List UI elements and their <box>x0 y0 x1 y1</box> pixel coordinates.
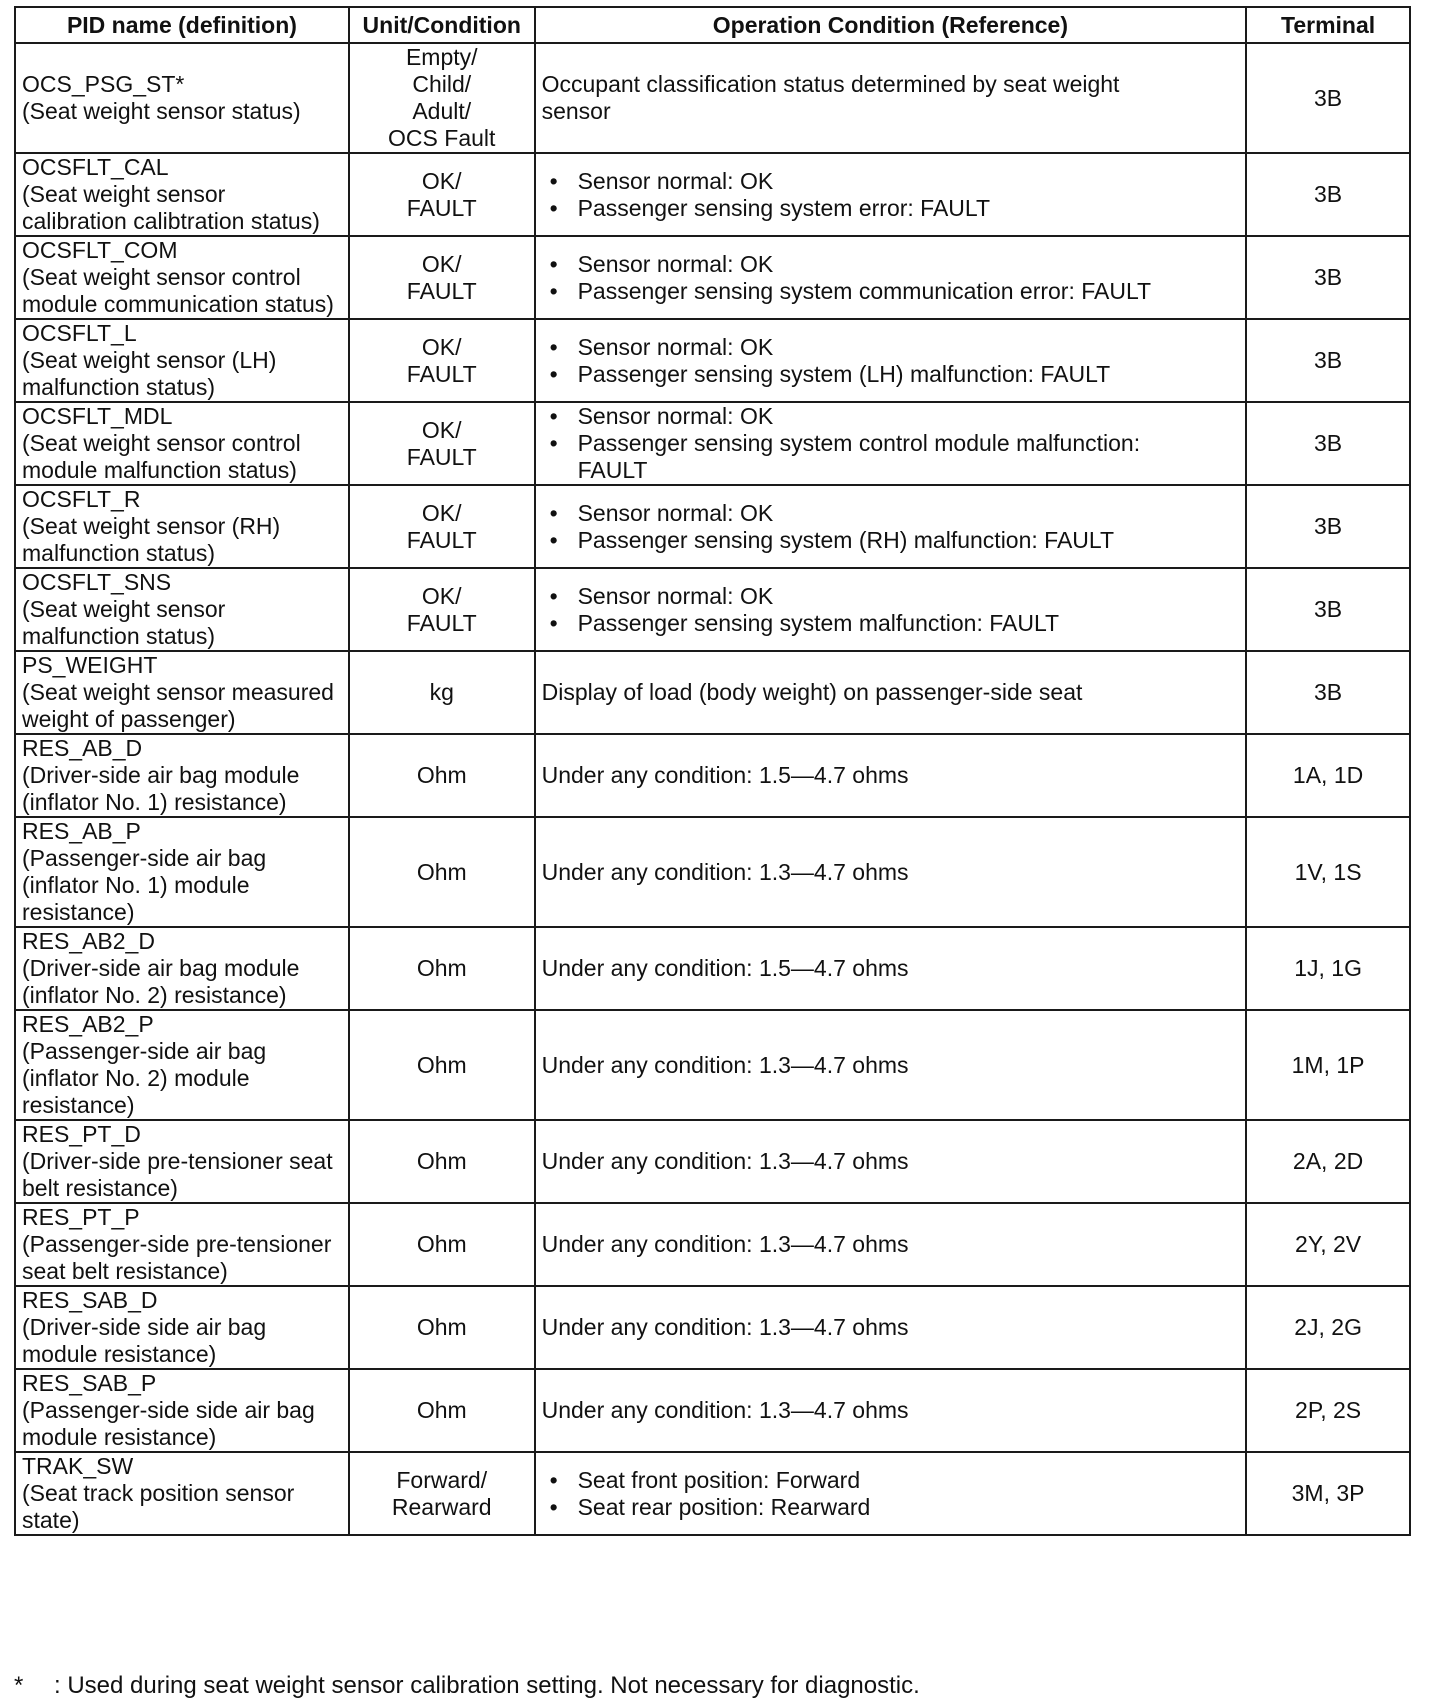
operation-text: Under any condition: 1.3—4.7 ohms <box>541 1148 909 1174</box>
header-unit-condition: Unit/Condition <box>349 7 535 43</box>
pid-definition: module communication status) <box>22 291 334 317</box>
bullet-text: Passenger sensing system communication error: FAULT <box>577 277 1152 304</box>
footnote <box>14 1672 920 1700</box>
unit-cell <box>349 817 535 927</box>
pid-definition: calibration calibtration status) <box>22 208 320 234</box>
pid-cell <box>15 402 349 485</box>
operation-cell <box>535 734 1247 817</box>
pid-definition: seat belt resistance) <box>22 1258 228 1284</box>
pid-cell <box>15 651 349 734</box>
unit-cell <box>349 1203 535 1286</box>
unit-value: FAULT <box>406 609 477 636</box>
operation-cell <box>535 1120 1247 1203</box>
bullet-dot-icon: • <box>549 1466 558 1493</box>
operation-cell <box>535 1203 1247 1286</box>
bullet-list <box>542 1467 1240 1521</box>
operation-cell <box>535 1369 1247 1452</box>
pid-definition: (Seat weight sensor control <box>22 264 301 290</box>
unit-value: Ohm <box>416 1148 467 1174</box>
bullet-item <box>549 277 1240 305</box>
pid-definition: (Passenger-side side air bag <box>22 1397 315 1423</box>
terminal-cell: 2P, 2S <box>1246 1369 1410 1452</box>
terminal-cell: 2J, 2G <box>1246 1286 1410 1369</box>
unit-value: FAULT <box>406 277 477 304</box>
bullet-text: Sensor normal: OK <box>577 250 774 277</box>
table-row <box>15 651 1410 734</box>
table-row <box>15 236 1410 319</box>
pid-name: RES_SAB_D <box>22 1287 158 1313</box>
operation-cell <box>535 43 1247 153</box>
bullet-text: Sensor normal: OK <box>577 333 774 360</box>
unit-value: Ohm <box>416 1314 467 1340</box>
bullet-list <box>542 583 1240 637</box>
unit-cell <box>349 651 535 734</box>
bullet-dot-icon: • <box>549 333 558 360</box>
bullet-dot-icon: • <box>549 194 558 221</box>
bullet-text: Seat front position: Forward <box>577 1466 861 1493</box>
pid-definition: (Seat weight sensor control <box>22 430 301 456</box>
bullet-dot-icon: • <box>549 609 558 636</box>
unit-value: OK/ <box>421 582 462 609</box>
bullet-text: Passenger sensing system (RH) malfunction: FAULT <box>577 526 1115 553</box>
pid-definition: (Seat weight sensor (LH) <box>22 347 277 373</box>
pid-definition: state) <box>22 1507 80 1533</box>
bullet-text: Passenger sensing system error: FAULT <box>577 194 991 221</box>
pid-name: RES_AB2_P <box>22 1011 154 1037</box>
pid-cell <box>15 1286 349 1369</box>
footnote-marker: * <box>14 1672 24 1699</box>
terminal-cell: 3B <box>1246 236 1410 319</box>
table-row <box>15 1203 1410 1286</box>
unit-value: Adult/ <box>412 98 472 124</box>
pid-name: OCSFLT_MDL <box>22 403 173 429</box>
pid-cell <box>15 817 349 927</box>
unit-value: OK/ <box>421 333 462 360</box>
pid-definition: (Driver-side side air bag <box>22 1314 267 1340</box>
table-row <box>15 1120 1410 1203</box>
unit-cell <box>349 1286 535 1369</box>
unit-value: Ohm <box>416 1051 467 1078</box>
operation-text: Occupant classification status determined by seat weight <box>541 71 1120 97</box>
unit-value: OK/ <box>421 250 462 277</box>
table-row <box>15 1286 1410 1369</box>
pid-name: OCS_PSG_ST* <box>22 71 185 97</box>
pid-name: RES_AB_P <box>22 818 141 844</box>
unit-value: Child/ <box>412 71 472 97</box>
pid-definition: (Passenger-side pre-tensioner <box>22 1231 332 1257</box>
header-terminal: Terminal <box>1246 7 1410 43</box>
bullet-list <box>542 500 1240 554</box>
unit-cell <box>349 568 535 651</box>
pid-definition: (inflator No. 1) module <box>22 872 250 898</box>
pid-definition: module resistance) <box>22 1341 217 1367</box>
bullet-text: Passenger sensing system control module malfunction: <box>577 430 1141 456</box>
pid-name: OCSFLT_L <box>22 320 137 346</box>
terminal-cell: 2Y, 2V <box>1246 1203 1410 1286</box>
pid-definition: malfunction status) <box>22 374 216 400</box>
bullet-list <box>542 251 1240 305</box>
operation-cell <box>535 817 1247 927</box>
unit-value: Empty/ <box>405 44 478 70</box>
bullet-item <box>549 194 1240 222</box>
bullet-dot-icon: • <box>549 167 558 194</box>
operation-text: Under any condition: 1.3—4.7 ohms <box>541 858 909 885</box>
bullet-item <box>549 526 1240 554</box>
pid-definition: (inflator No. 2) module <box>22 1065 250 1091</box>
unit-value: Forward/ <box>396 1466 488 1493</box>
bullet-dot-icon: • <box>549 403 558 429</box>
pid-cell <box>15 1369 349 1452</box>
operation-cell <box>535 319 1247 402</box>
pid-definition: belt resistance) <box>22 1175 178 1201</box>
table-row <box>15 43 1410 153</box>
unit-value: Ohm <box>416 762 467 788</box>
bullet-item <box>549 360 1240 388</box>
operation-cell <box>535 485 1247 568</box>
unit-value: FAULT <box>406 194 477 221</box>
bullet-item <box>549 250 1240 278</box>
bullet-item <box>549 609 1240 637</box>
operation-cell <box>535 1286 1247 1369</box>
unit-cell <box>349 734 535 817</box>
operation-cell <box>535 568 1247 651</box>
unit-value: FAULT <box>406 360 477 387</box>
pid-definition: (Driver-side pre-tensioner seat <box>22 1148 333 1174</box>
operation-cell <box>535 651 1247 734</box>
pid-cell <box>15 734 349 817</box>
unit-cell <box>349 1010 535 1120</box>
pid-cell <box>15 319 349 402</box>
bullet-dot-icon: • <box>549 526 558 553</box>
operation-text: Under any condition: 1.3—4.7 ohms <box>541 1314 909 1340</box>
pid-name: RES_AB_D <box>22 735 143 761</box>
unit-value: Rearward <box>391 1493 492 1520</box>
unit-value: FAULT <box>406 526 477 553</box>
bullet-text: Passenger sensing system (LH) malfunction: FAULT <box>577 360 1111 387</box>
pid-definition: (Seat weight sensor measured <box>22 679 334 705</box>
table-row <box>15 1452 1410 1535</box>
unit-cell <box>349 236 535 319</box>
bullet-dot-icon: • <box>549 499 558 526</box>
pid-name: RES_PT_D <box>22 1121 141 1147</box>
terminal-cell: 3B <box>1246 402 1410 485</box>
operation-text: Under any condition: 1.5—4.7 ohms <box>541 955 909 981</box>
bullet-text: Seat rear position: Rearward <box>577 1493 871 1520</box>
bullet-dot-icon: • <box>549 277 558 304</box>
table-row <box>15 485 1410 568</box>
pid-name: OCSFLT_R <box>22 486 141 512</box>
pid-definition: resistance) <box>22 899 135 925</box>
header-operation-condition: Operation Condition (Reference) <box>535 7 1247 43</box>
terminal-cell: 1J, 1G <box>1246 927 1410 1010</box>
bullet-item <box>549 167 1240 195</box>
pid-definition: (Passenger-side air bag <box>22 845 267 871</box>
table-header-row <box>15 7 1410 43</box>
unit-cell <box>349 927 535 1010</box>
unit-value: Ohm <box>416 955 467 981</box>
bullet-text: Sensor normal: OK <box>577 403 774 429</box>
unit-cell <box>349 153 535 236</box>
pid-cell <box>15 236 349 319</box>
pid-table <box>14 6 1411 1536</box>
operation-cell <box>535 153 1247 236</box>
unit-cell <box>349 1452 535 1535</box>
terminal-cell: 1V, 1S <box>1246 817 1410 927</box>
pid-definition: (Passenger-side air bag <box>22 1038 267 1064</box>
pid-definition: (Seat weight sensor <box>22 181 226 207</box>
table-row <box>15 817 1410 927</box>
header-pid-name: PID name (definition) <box>15 7 349 43</box>
table-row <box>15 319 1410 402</box>
unit-cell <box>349 43 535 153</box>
bullet-item <box>549 1466 1240 1494</box>
bullet-dot-icon: • <box>549 360 558 387</box>
unit-cell <box>349 319 535 402</box>
bullet-dot-icon: • <box>549 582 558 609</box>
operation-text: Under any condition: 1.3—4.7 ohms <box>541 1051 909 1078</box>
pid-definition: malfunction status) <box>22 623 216 649</box>
pid-cell <box>15 568 349 651</box>
terminal-cell: 3B <box>1246 43 1410 153</box>
pid-name: OCSFLT_SNS <box>22 569 172 595</box>
unit-value: OCS Fault <box>388 125 496 151</box>
operation-cell <box>535 236 1247 319</box>
pid-name: OCSFLT_COM <box>22 237 178 263</box>
bullet-item <box>549 403 1240 430</box>
pid-definition: (Seat weight sensor <box>22 596 226 622</box>
table-row <box>15 734 1410 817</box>
terminal-cell: 1A, 1D <box>1246 734 1410 817</box>
pid-cell <box>15 1010 349 1120</box>
operation-text: Display of load (body weight) on passenger-side seat <box>541 679 1083 705</box>
bullet-list <box>542 168 1240 222</box>
pid-definition: malfunction status) <box>22 540 216 566</box>
operation-cell <box>535 1010 1247 1120</box>
terminal-cell: 2A, 2D <box>1246 1120 1410 1203</box>
pid-definition: (Seat track position sensor <box>22 1480 295 1506</box>
pid-cell <box>15 153 349 236</box>
pid-name: TRAK_SW <box>22 1453 134 1479</box>
terminal-cell: 3B <box>1246 568 1410 651</box>
operation-text: Under any condition: 1.5—4.7 ohms <box>541 762 909 788</box>
terminal-cell: 3B <box>1246 153 1410 236</box>
table-row <box>15 402 1410 485</box>
bullet-dot-icon: • <box>549 250 558 277</box>
pid-definition: (inflator No. 2) resistance) <box>22 982 287 1008</box>
unit-cell <box>349 485 535 568</box>
pid-name: RES_PT_P <box>22 1204 140 1230</box>
pid-name: RES_AB2_D <box>22 928 155 954</box>
pid-name: RES_SAB_P <box>22 1370 157 1396</box>
terminal-cell: 3B <box>1246 651 1410 734</box>
terminal-cell: 3B <box>1246 485 1410 568</box>
unit-value: Ohm <box>416 1231 467 1257</box>
operation-text: Under any condition: 1.3—4.7 ohms <box>541 1397 909 1423</box>
pid-cell <box>15 1452 349 1535</box>
unit-value: OK/ <box>421 167 462 194</box>
bullet-text: Sensor normal: OK <box>577 582 774 609</box>
unit-cell <box>349 1369 535 1452</box>
operation-cell <box>535 402 1247 485</box>
bullet-item <box>549 430 1240 484</box>
footnote-text: : Used during seat weight sensor calibration setting. Not necessary for diagnostic. <box>54 1672 920 1699</box>
pid-cell <box>15 1120 349 1203</box>
table-body <box>15 43 1410 1535</box>
unit-cell <box>349 402 535 485</box>
unit-value: kg <box>429 679 454 705</box>
pid-definition: module resistance) <box>22 1424 217 1450</box>
pid-name: OCSFLT_CAL <box>22 154 169 180</box>
operation-cell <box>535 1452 1247 1535</box>
terminal-cell: 3B <box>1246 319 1410 402</box>
terminal-cell: 3M, 3P <box>1246 1452 1410 1535</box>
bullet-item <box>549 582 1240 610</box>
bullet-text: Sensor normal: OK <box>577 499 774 526</box>
bullet-item <box>549 1493 1240 1521</box>
pid-definition: resistance) <box>22 1092 135 1118</box>
bullet-text: Sensor normal: OK <box>577 167 774 194</box>
table-row <box>15 1369 1410 1452</box>
bullet-dot-icon: • <box>549 430 558 456</box>
table-row <box>15 568 1410 651</box>
unit-value: Ohm <box>416 858 467 885</box>
operation-text: sensor <box>541 98 611 124</box>
unit-value: FAULT <box>406 443 477 470</box>
bullet-text: Passenger sensing system malfunction: FAULT <box>577 609 1060 636</box>
unit-value: OK/ <box>421 499 462 526</box>
pid-definition: module malfunction status) <box>22 457 297 483</box>
bullet-item <box>549 499 1240 527</box>
operation-cell <box>535 927 1247 1010</box>
pid-definition: (Seat weight sensor (RH) <box>22 513 281 539</box>
pid-definition: (Driver-side air bag module <box>22 955 300 981</box>
bullet-list <box>542 334 1240 388</box>
table-row <box>15 927 1410 1010</box>
pid-cell <box>15 43 349 153</box>
bullet-item <box>549 333 1240 361</box>
unit-value: Ohm <box>416 1397 467 1423</box>
pid-definition: (Driver-side air bag module <box>22 762 300 788</box>
pid-cell <box>15 927 349 1010</box>
terminal-cell: 1M, 1P <box>1246 1010 1410 1120</box>
pid-cell <box>15 485 349 568</box>
pid-definition: (Seat weight sensor status) <box>22 98 301 124</box>
bullet-text: FAULT <box>577 457 648 483</box>
unit-cell <box>349 1120 535 1203</box>
bullet-list <box>542 403 1240 484</box>
pid-cell <box>15 1203 349 1286</box>
pid-definition: weight of passenger) <box>22 706 236 732</box>
pid-definition: (inflator No. 1) resistance) <box>22 789 287 815</box>
table-row <box>15 153 1410 236</box>
pid-name: PS_WEIGHT <box>22 652 158 678</box>
bullet-dot-icon: • <box>549 1493 558 1520</box>
table-row <box>15 1010 1410 1120</box>
unit-value: OK/ <box>421 416 462 443</box>
operation-text: Under any condition: 1.3—4.7 ohms <box>541 1231 909 1257</box>
